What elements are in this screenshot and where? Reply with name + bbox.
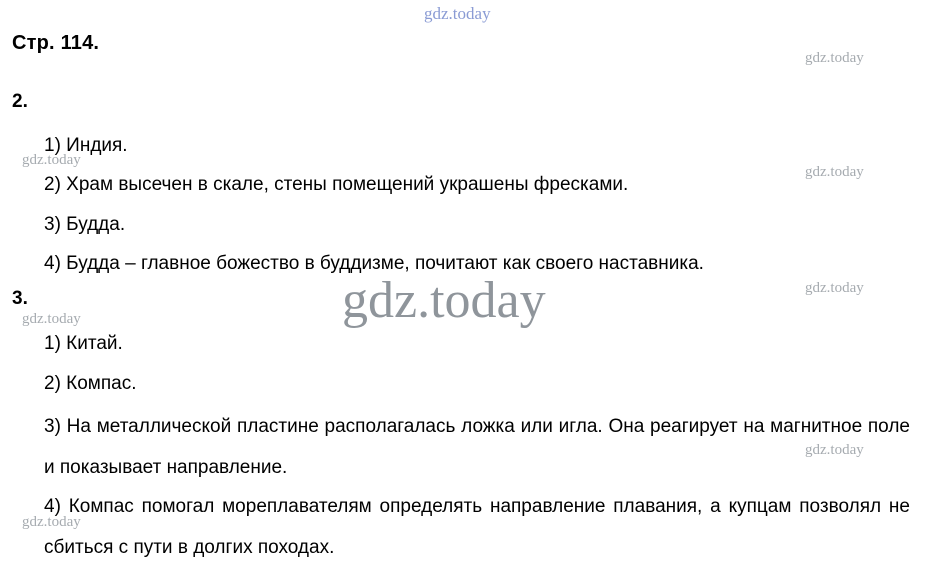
task3-item-3: 3) На металлической пластине располагалась ложка или игла. Она реагирует на магнитное поле и показывает направление. xyxy=(44,416,910,478)
watermark-small-2: gdz.today xyxy=(22,152,81,168)
watermark-top: gdz.today xyxy=(424,4,491,23)
task3-item-4: 4) Компас помогал мореплавателям определять направление плавания, а купцам позволял не сбиться с пути в долгих походах. xyxy=(44,496,910,558)
watermark-small-6: gdz.today xyxy=(805,442,864,458)
page-label: Стр. 114. xyxy=(12,32,100,54)
task2-item-1: 1) Индия. xyxy=(44,135,128,156)
watermark-small-3: gdz.today xyxy=(805,164,864,180)
watermark-small-7: gdz.today xyxy=(22,514,81,530)
watermark-small-4: gdz.today xyxy=(805,280,864,296)
task-number-3: 3. xyxy=(12,288,28,309)
task3-item-1: 1) Китай. xyxy=(44,333,123,354)
watermark-center: gdz.today xyxy=(342,272,546,329)
task-number-2: 2. xyxy=(12,91,28,112)
task2-item-3: 3) Будда. xyxy=(44,214,126,235)
watermark-small-1: gdz.today xyxy=(805,50,864,66)
watermark-small-5: gdz.today xyxy=(22,311,81,327)
task2-item-4: 4) Будда – главное божество в буддизме, почитают как своего наставника. xyxy=(44,253,704,274)
task3-item-2: 2) Компас. xyxy=(44,373,137,394)
task2-item-2: 2) Храм высечен в скале, стены помещений украшены фресками. xyxy=(44,174,629,195)
